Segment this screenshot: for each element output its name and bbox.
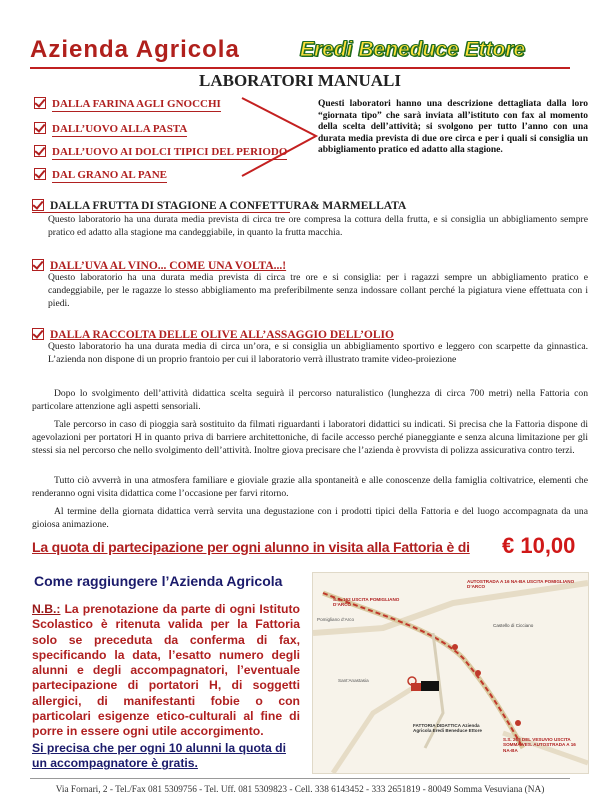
map-label-santanastasia: Sant’Anastasia — [338, 678, 369, 683]
map-marker-icon — [452, 644, 458, 650]
page-title: LABORATORI MANUALI — [199, 71, 401, 90]
footer-contacts: Via Fornari, 2 - Tel./Fax 081 5309756 - Tel. Uff. 081 5309823 - Cell. 338 6143452 - 333 2651819 - 80049 Somma Vesuviana (NA) — [55, 785, 545, 795]
lab-label: DAL GRANO AL PANE — [52, 169, 168, 181]
checkbox-icon — [32, 259, 44, 271]
fee-amount: € 10,00 — [502, 533, 576, 558]
free-companion-note: Si precisa che per ogni 10 alunni la quota di un accompagnatore è gratis. — [32, 741, 286, 771]
header-divider — [30, 67, 570, 69]
map-label-farm: FATTORIA DIDATTICA Azienda Agricola Eredi Beneduce Ettore — [413, 723, 482, 734]
section-title-vino: DALL’UVA AL VINO... COME UNA VOLTA...! — [32, 256, 286, 274]
checkbox-icon — [34, 122, 46, 134]
section-text-vino: Questo laboratorio ha una durata media prevista di circa tre ore e si consiglia: per i ragazzi sempre un abbigliamento pratico e candeggiabile, per le ragazze lo stesso abbigliamento ma preferibilmente senza indossare collant perché la pigiatura viene effettuata con i piedi. — [48, 272, 588, 309]
section-title-olio: DALLA RACCOLTA DELLE OLIVE ALL’ASSAGGIO DELL’OLIO — [32, 325, 394, 343]
lab-label: DALL’UOVO ALLA PASTA — [52, 123, 188, 135]
directions-title: Come raggiungere l’Azienda Agricola — [34, 573, 283, 589]
checkbox-icon — [32, 199, 44, 211]
fee-text: La quota di partecipazione per ogni alunno in visita alla Fattoria è di — [32, 539, 470, 555]
section-text-frutta: Questo laboratorio ha una durata media prevista di circa tre ore compresa la cottura della frutta, e si consiglia un abbigliamento sempre pratico ed adatto alla stagione ma candeggiabile, in quanto la frutta macchia. — [48, 214, 588, 238]
booking-note — [32, 602, 300, 740]
map-marker-icon — [515, 720, 521, 726]
map-label-pomigliano: Pomigliano d’Arco — [317, 617, 355, 622]
checkbox-icon — [34, 97, 46, 109]
brand-name: Azienda Agricola — [30, 36, 240, 63]
paragraph-pioggia: Tale percorso in caso di pioggia sarà sostituito da filmati riguardanti i laboratori didattici su indicati. Si precisa che la Fattoria dispone di agevolazioni per portatori H in quanto priva di barriere architettoniche, di facile accesso perché pianeggiante e senza alcuna limitazione per gli stessi sia nel percorso che nello svolgimento dell’attività. Inoltre giova precisare che l’azienda è provvista di polizza assicurativa contro terzi. — [32, 419, 588, 456]
nb-text: La prenotazione da parte di ogni Istituto Scolastico è ritenuta valida per la Fattoria solo se preceduta da conferma di fax, specificando la data, l’esatto numero degli alunni e degli accompagnatori, l’eventuale partecipazione di portatori H, di soggetti allergici, di manifestanti fobie o con particolari esigenze etico-culturali al fine di porre in essere ogni utile accorgimento. — [32, 602, 300, 739]
paragraph-atmosfera: Tutto ciò avverrà in una atmosfera familiare e gioviale grazie alla spontaneità e alle conoscenze della famiglia coltivatrice, elementi che renderanno ogni visita didattica come l’occasione per farvi ritorno. — [32, 475, 588, 499]
checkbox-icon — [34, 145, 46, 157]
map-label-autostrada: AUTOSTRADA A 16 NA-BA USCITA POMIGLIANO D’ARCO — [467, 579, 575, 590]
location-map — [312, 572, 589, 774]
lab-item — [34, 94, 221, 112]
footer-divider — [30, 778, 570, 779]
checkbox-icon — [32, 328, 44, 340]
map-marker-icon — [475, 670, 481, 676]
brand-highlight: Eredi Beneduce Ettore — [300, 38, 526, 61]
lab-label: DALL’UOVO AI DOLCI TIPICI DEL PERIODO — [52, 146, 288, 158]
labs-note: Questi laboratori hanno una descrizione dettagliata dalla loro “giornata tipo” che sarà inviata all’istituto con fax al momento della scelta dell’attività; si svolgono per tutto l’anno con una durata media prevista di due ore circa e per i quali si consiglia un abbigliamento pratico ed adatto alla stagione. — [318, 99, 588, 156]
lab-label: DALLA FARINA AGLI GNOCCHI — [52, 98, 221, 110]
map-label-castello: Castello di Cicciano — [493, 623, 534, 628]
checkbox-icon — [34, 168, 46, 180]
map-label-ss268: S.S. 268 DEL VESUVIO USCITA SOMMA VES. AUTOSTRADA A 16 NA-BA — [503, 737, 576, 753]
paragraph-degustazione: Al termine della giornata didattica verrà servita una degustazione con i prodotti tipici della Fattoria e del luogo accompagnata da una gioiosa animazione. — [32, 506, 588, 530]
farm-flag-icon — [411, 683, 421, 691]
paragraph-percorso: Dopo lo svolgimento dell’attività didattica scelta seguirà il percorso naturalistico (lunghezza di circa 700 metri) nella Fattoria con particolare attenzione agli aspetti sensoriali. — [32, 388, 588, 412]
section-title-frutta: DALLA FRUTTA DI STAGIONE A CONFETTURA& MARMELLATA — [32, 196, 406, 214]
lab-item — [34, 119, 187, 137]
section-text-olio: Questo laboratorio ha una durata media di circa un’ora, e si consiglia un abbigliamento sportivo e leggero con scarpette da ginnastica. L’azienda non dispone di un proprio frantoio per cui il laboratorio verrà illustrato tramite video-proiezione — [48, 341, 588, 365]
farm-building-icon — [421, 681, 439, 691]
lab-item — [34, 165, 167, 183]
nb-label: N.B.: — [32, 602, 61, 616]
map-label-ss162: S.S. 162 USCITA POMIGLIANO D’ARCO — [333, 597, 400, 608]
chevron-arrow-icon — [240, 96, 320, 178]
